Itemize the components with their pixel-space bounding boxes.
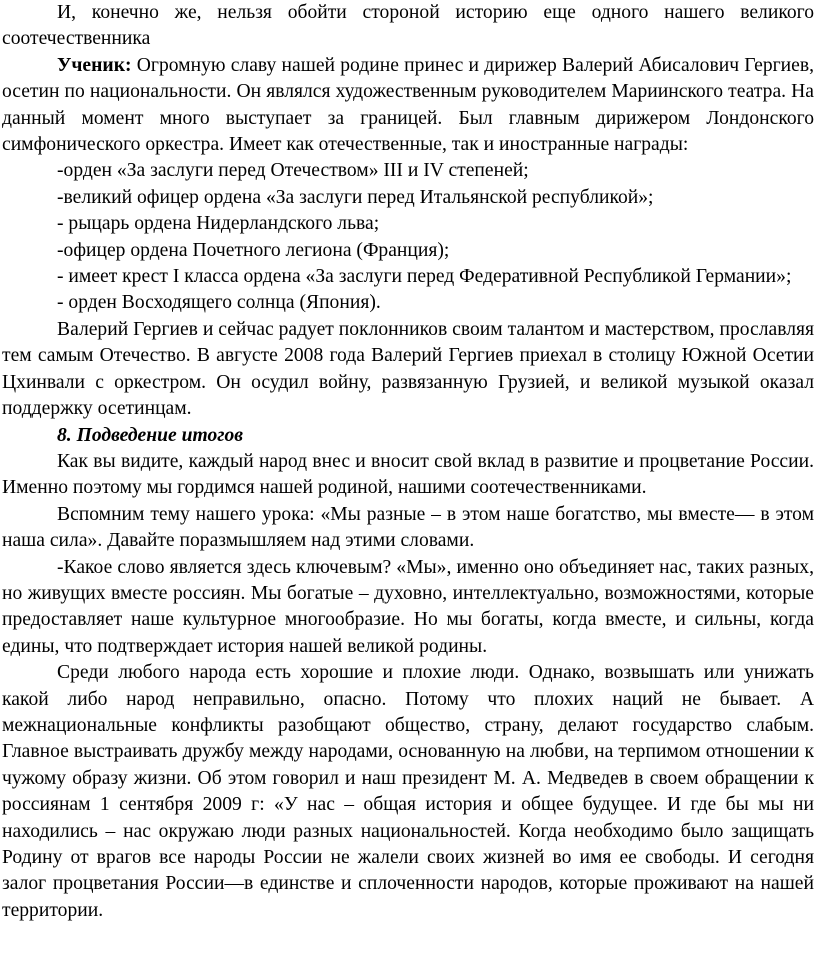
summary-paragraph-4: Среди любого народа есть хорошие и плохие люди. Однако, возвышать или унижать какой либо народ неправильно, опасно. Потому что плохих наций не бывает. А межнациональные конфликты разобщают общество, страну, делают государство слабым. Главное выстраивать дружбу между народами, основанную на любви, на терпимом отношении к чужому образу жизни. Об этом говорил и наш президент М. А. Медведев в своем обращении к россиянам 1 сентября 2009 г: «У нас – общая история и общее будущее. И где бы мы ни находились – нас окружаю люди разных национальностей. Когда необходимо было защищать Родину от врагов все народы России не жалели своих жизней во имя ее свободы. И сегодня залог процветания России—в единстве и сплоченности народов, которые проживают на нашей территории. [2, 662, 814, 921]
gergiev-paragraph: Валерий Гергиев и сейчас радует поклонников своим талантом и мастерством, прославляя тем самым Отечество. В августе 2008 года Валерий Гергиев приехал в столицу Южной Осетии Цхинвали с оркестром. Он осудил войну, развязанную Грузией, и великой музыкой оказал поддержку осетинцам. [2, 318, 814, 420]
award-item-3: - рыцарь ордена Нидерландского льва; [57, 213, 380, 235]
summary-paragraph-1: Как вы видите, каждый народ внес и вносит свой вклад в развитие и процветание России. Именно поэтому мы гордимся нашей родиной, нашими соотечественниками. [2, 450, 814, 499]
summary-paragraph-3: -Какое слово является здесь ключевым? «Мы», именно оно объединяет нас, таких разных, но живущих вместе россиян. Мы богатые – духовно, интеллектуально, возможностями, которые предоставляет наше культурное многообразие. Но мы богаты, когда вместе, и сильны, когда едины, что подтверждает история нашей великой родины. [2, 556, 814, 657]
award-item-4: -офицер ордена Почетного легиона (Франция); [57, 239, 450, 261]
student-paragraph [2, 53, 814, 159]
award-item-1: -орден «За заслуги перед Отечеством» III и IV степеней; [57, 160, 529, 182]
award-item-6: - орден Восходящего солнца (Япония). [57, 292, 381, 314]
award-item-5: - имеет крест I класса ордена «За заслуги перед Федеративной Республикой Германии»; [57, 266, 792, 288]
student-text: Огромную славу нашей родине принес и дирижер Валерий Абисалович Гергиев, осетин по национальности. Он являлся художественным руководителем Мариинского театра. На данный момент много выступает за границей. Был главным дирижером Лондонского симфонического оркестра. Имеет как отечественные, так и иностранные награды: [2, 54, 814, 156]
summary-paragraph-2: Вспомним тему нашего урока: «Мы разные – в этом наше богатство, мы вместе— в этом наша сила». Давайте поразмышляем над этими словами. [2, 503, 814, 552]
intro-paragraph: И, конечно же, нельзя обойти стороной историю еще одного нашего великого соотечественника [2, 2, 814, 50]
section-heading: 8. Подведение итогов [57, 424, 244, 446]
award-item-2: -великий офицер ордена «За заслуги перед Итальянской республикой»; [57, 186, 654, 208]
speaker-label: Ученик: [57, 54, 132, 76]
